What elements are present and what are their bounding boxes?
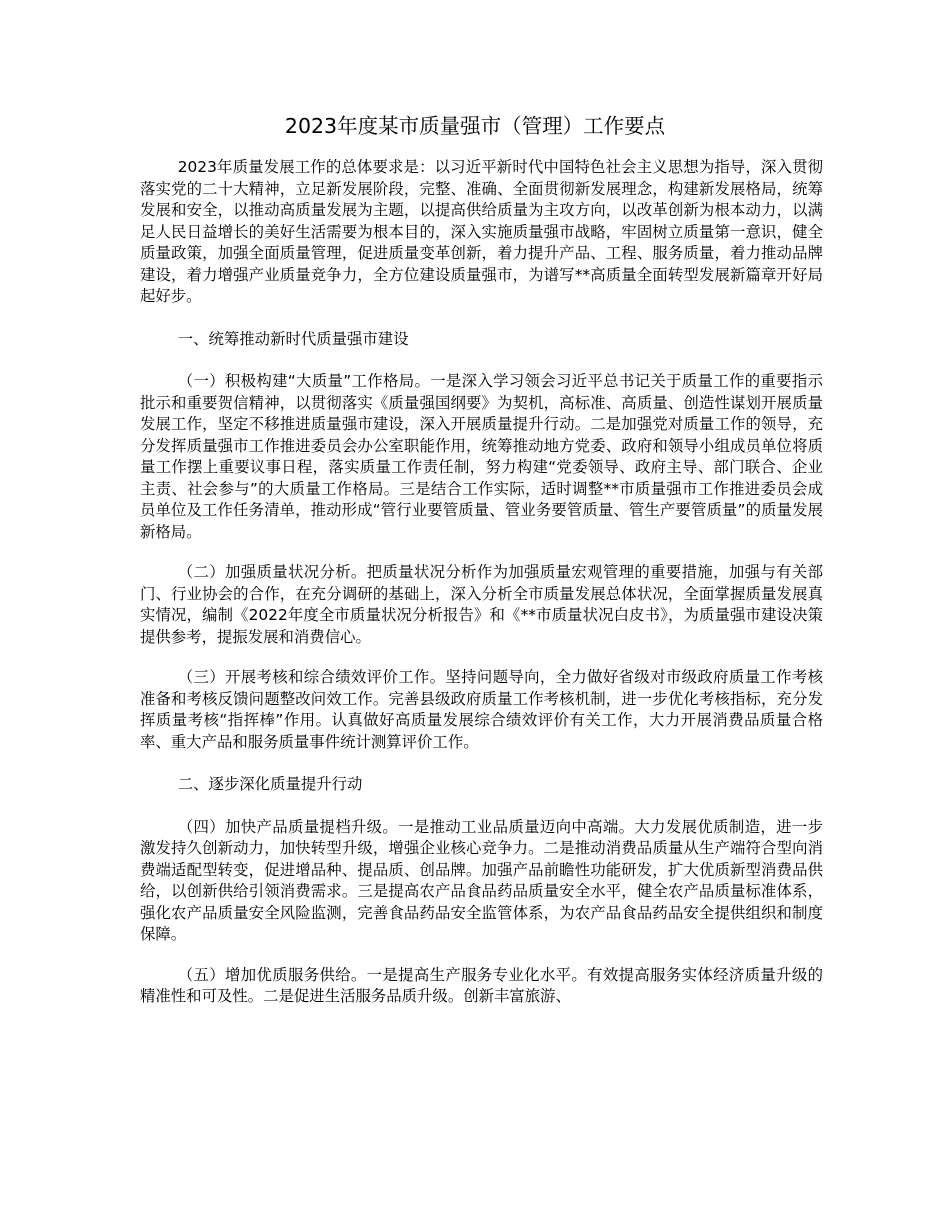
- item-1-paragraph: （一）积极构建“大质量”工作格局。一是深入学习领会习近平总书记关于质量工作的重要指示批示和重要贺信精神，以贯彻落实《质量强国纲要》为契机，高标准、高质量、创造性谋划开展质量发展工作，坚定不移推进质量强市建设，深入开展质量提升行动。二是加强党对质量工作的领导，充分发挥质量强市工作推进委员会办公室职能作用，统筹推动地方党委、政府和领导小组成员单位将质量工作摆上重要议事日程，落实质量工作责任制，努力构建“党委领导、政府主导、部门联合、企业主责、社会参与”的大质量工作格局。三是结合工作实际，适时调整**市质量强市工作推进委员会成员单位及工作任务清单，推动形成“管行业要管质量、管业务要管质量、管生产要管质量”的质量发展新格局。: [140, 372, 823, 541]
- document-title: 2023年度某市质量强市（管理）工作要点: [284, 114, 666, 138]
- item-5-paragraph: （五）增加优质服务供给。一是提高生产服务专业化水平。有效提高服务实体经济质量升级的精准性和可及性。二是促进生活服务品质升级。创新丰富旅游、: [140, 965, 823, 1005]
- document-body: [140, 157, 823, 1008]
- item-2-paragraph: （二）加强质量状况分析。把质量状况分析作为加强质量宏观管理的重要措施，加强与有关部门、行业协会的合作，在充分调研的基础上，深入分析全市质量发展总体状况，全面掌握质量发展真实情况，编制《2022年度全市质量状况分析报告》和《**市质量状况白皮书》，为质量强市建设决策提供参考，提振发展和消费信心。: [140, 563, 823, 646]
- intro-paragraph: 2023年质量发展工作的总体要求是：以习近平新时代中国特色社会主义思想为指导，深入贯彻落实党的二十大精神，立足新发展阶段，完整、准确、全面贯彻新发展理念，构建新发展格局，统筹发展和安全，以推动高质量发展为主题，以提高供给质量为主攻方向，以改革创新为根本动力，以满足人民日益增长的美好生活需要为根本目的，深入实施质量强市战略，牢固树立质量第一意识，健全质量政策，加强全面质量管理，促进质量变革创新，着力提升产品、工程、服务质量，着力推动品牌建设，着力增强产业质量竞争力，全方位建设质量强市，为谱写**高质量全面转型发展新篇章开好局起好步。: [140, 158, 823, 305]
- item-4-paragraph: （四）加快产品质量提档升级。一是推动工业品质量迈向中高端。大力发展优质制造，进一步激发持久创新动力，加快转型升级，增强企业核心竞争力。二是推动消费品质量从生产端符合型向消费端适配型转变，促进增品种、提品质、创品牌。加强产品前瞻性功能研发，扩大优质新型消费品供给，以创新供给引领消费需求。三是提高农产品食品药品质量安全水平，健全农产品质量标准体系，强化农产品质量安全风险监测，完善食品药品安全监管体系，为农产品食品药品安全提供组织和制度保障。: [140, 817, 823, 943]
- item-3-paragraph: （三）开展考核和综合绩效评价工作。坚持问题导向，全力做好省级对市级政府质量工作考核准备和考核反馈问题整改问效工作。完善县级政府质量工作考核机制，进一步优化考核指标，充分发挥质量考核“指挥棒”作用。认真做好高质量发展综合绩效评价有关工作，大力开展消费品质量合格率、重大产品和服务质量事件统计测算评价工作。: [140, 668, 823, 751]
- section-2-heading: 二、逐步深化质量提升行动: [177, 775, 363, 793]
- section-1-heading: 一、统筹推动新时代质量强市建设: [177, 329, 409, 348]
